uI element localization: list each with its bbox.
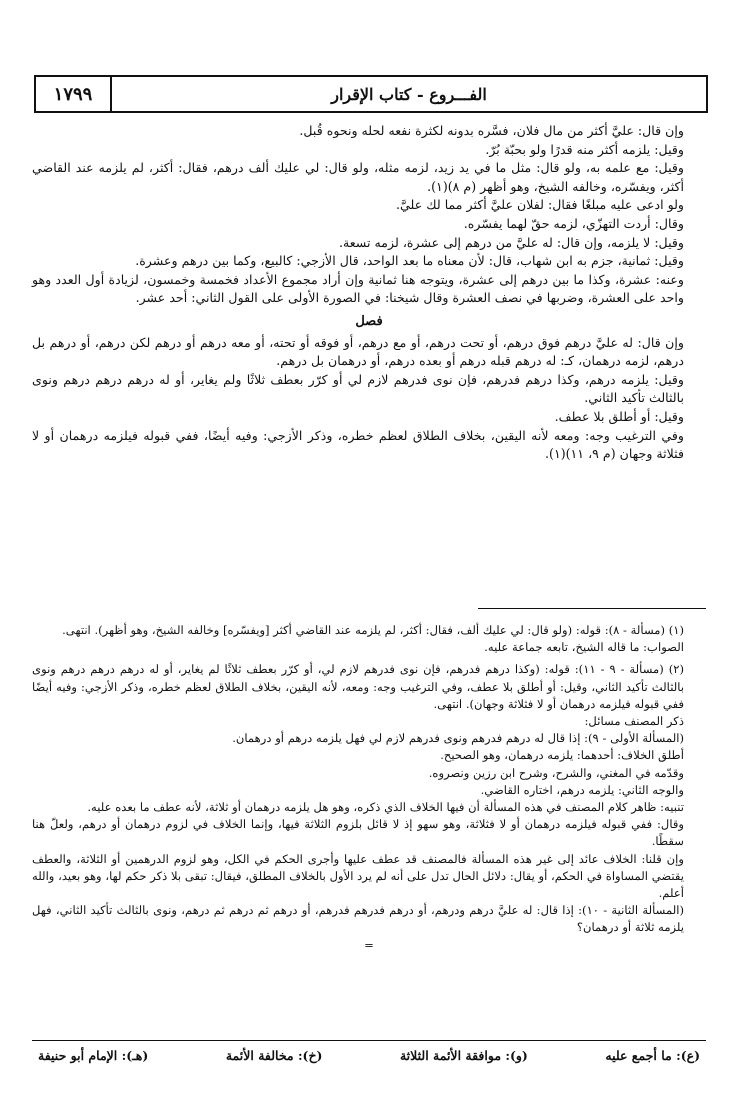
symbols-legend	[32, 1040, 706, 1070]
footnote-line: (المسألة الأولى - ٩): إذا قال له درهم فدرهم ونوى فدرهم لازم لي فهل يلزمه درهم أو درهمان.	[232, 731, 684, 746]
paragraph: وقال: أردت التهزّي، لزمه حقّ لهما يفسّره.	[463, 215, 684, 231]
footnote-separator	[478, 608, 706, 609]
paragraph: وفي الترغيب وجه: ومعه لأنه اليقين، بخلاف الطلاق لعظم خطره، وذكر الأزجي: وفيه أيضًا، ففي قبوله فيلزمه درهمان أو لا فثلاثة وجهان (م ٩، ١١)(١).	[32, 427, 684, 462]
footnote-line: (المسألة الثانية - ١٠): إذا قال: له عليَّ درهم ودرهم، أو درهم فدرهم فدرهم، أو درهم ثم درهم ثم درهم، ونوى بالثالث تأكيد الثاني، فهل يلزمه ثلاثة أو درهمان؟	[32, 903, 684, 935]
legend-item: (و): موافقة الأئمة الثلاثة	[399, 1048, 528, 1063]
footnote-line: تنبيه: ظاهر كلام المصنف في هذه المسألة أن فيها الخلاف الذي ذكره، وهو هل يلزمه درهمان أو ثلاثة، لأنه عطف ما بعده عليه.	[87, 800, 684, 815]
legend-item: (خ): مخالفة الأئمة	[225, 1048, 323, 1063]
footnote-line: ذكر المصنف مسائل:	[584, 714, 684, 729]
legend-item: (هـ): الإمام أبو حنيفة	[38, 1048, 149, 1063]
paragraph: وقيل: لا يلزمه، وإن قال: له عليَّ من درهم إلى عشرة، لزمه تسعة.	[338, 234, 684, 250]
paragraph: وقيل: يلزمه درهم، وكذا درهم فدرهم، فإن نوى فدرهم لازم لي أو كرّر بعطف ثلاثًا ولم يغاير، أو له درهم درهم درهم ونوى بالثالث تأكيد الثاني.	[32, 371, 684, 406]
footnote-line: والوجه الثاني: يلزمه درهم، اختاره القاضي.	[480, 782, 684, 797]
page-number: ١٧٩٩	[36, 77, 112, 111]
main-text	[32, 122, 706, 464]
footnote: (٢) (مسألة - ٩ - ١١): قوله: (وكذا درهم فدرهم، فإن نوى فدرهم لازم لي، أو كرّر بعطف ثلاثًا لم يغاير، أو له درهم درهم درهم ونوى بالثالث تأكيد الثاني، وقيل: أو أطلق بلا عطف، وفي الترغيب وجه: ومعه، لأنه اليقين، بخلاف الطلاق لعظم خطره، وذكر الأزجي: وفيه أيضًا ففي قبوله فيلزمه درهمان أو لا فثلاثة وجهان). انتهى.	[32, 662, 684, 711]
paragraph: وقيل: مع علمه به، ولو قال: مثل ما في يد زيد، لزمه مثله، ولو قال: لي عليك ألف درهم، فقال: أكثر، لم يلزمه عند القاضي أكثر، ويفسّره، وخالفه الشيخ، وهو أظهر (م ٨)(١).	[32, 160, 684, 194]
legend-item: (ع): ما أجمع عليه	[605, 1048, 700, 1063]
section-title: فصل	[355, 313, 383, 329]
running-title: الفـــروع - كتاب الإقرار	[331, 84, 487, 104]
page-header	[34, 75, 708, 113]
footnote-line: أطلق الخلاف: أحدهما: يلزمه درهمان، وهو الصحيح.	[440, 748, 684, 763]
footnote-line: وإن قلنا: الخلاف عائد إلى غير هذه المسألة فالمصنف قد عطف عليها وأجرى الحكم في الكل، وهو لزوم الدرهمين أو الثلاثة، والعطف يقتضي المساواة في الحكم، أو يقال: دلائل الحال تدل على أنه لم يرد الأول بالخلاف المطلق، فيقال: تبقى بلا ذكر حكم لها، وهو بعيد، والله أعلم.	[32, 851, 684, 901]
paragraph: وقيل: ثمانية، جزم به ابن شهاب، قال: لأن معناه ما بعد الواحد، قال الأزجي: كالبيع، وكما بين درهم وعشرة.	[135, 253, 684, 269]
paragraph: وإن قال: له عليَّ درهم فوق درهم، أو تحت درهم، أو مع درهم، أو فوقه أو تحته، أو معه درهم أو درهم لكن درهم، أو درهم بل درهم، لزمه درهمان، كـ: له درهم قبله درهم أو بعده درهم، أو درهمان بل درهم.	[32, 334, 684, 369]
footnotes	[32, 622, 706, 954]
continuation-mark: =	[364, 937, 374, 952]
paragraph: وقيل: أو أطلق بلا عطف.	[554, 408, 684, 424]
paragraph: وعنه: عشرة، وكذا ما بين درهم إلى عشرة، ويتوجه هنا ثمانية وإن أراد مجموع الأعداد فخمسة وخمسون، لزيادة أول العدد وهو واحد على العشرة، وضربها في نصف العشرة وقال شيخنا: في الصورة الأولى على القول الثاني: أحد عشر.	[32, 271, 684, 306]
paragraph: وإن قال: عليَّ أكثر من مال فلان، فسَّره بدونه لكثرة نفعه لحله ونحوه قُبل.	[299, 123, 684, 138]
footnote: (١) (مسألة - ٨): قوله: (ولو قال: لي عليك ألف، فقال: أكثر، لم يلزمه عند القاضي أكثر [ويفسّره] وخالفه الشيخ، وهو أظهر). انتهى.	[62, 623, 684, 637]
footnote-line: وقدّمه في المغني، والشرح، وشرح ابن رزين ونصروه.	[428, 765, 684, 780]
paragraph: وقيل: يلزمه أكثر منه قدرًا ولو بحبّة بُرّ.	[485, 141, 684, 157]
paragraph: ولو ادعى عليه مبلغًا فقال: لفلان عليَّ أكثر مما لك عليَّ.	[396, 197, 684, 213]
footnote-line: الصواب: ما قاله الشيخ، تابعه جماعة عليه.	[484, 640, 684, 655]
footnote-line: وقال: ففي قبوله فيلزمه درهمان أو لا فثلاثة، وهو سهو إذ لا قائل بلزوم الثلاثة فيها، وإنما الخلاف في لزوم درهمان أو درهم، ولعلّ هنا سقطًا.	[32, 817, 684, 849]
